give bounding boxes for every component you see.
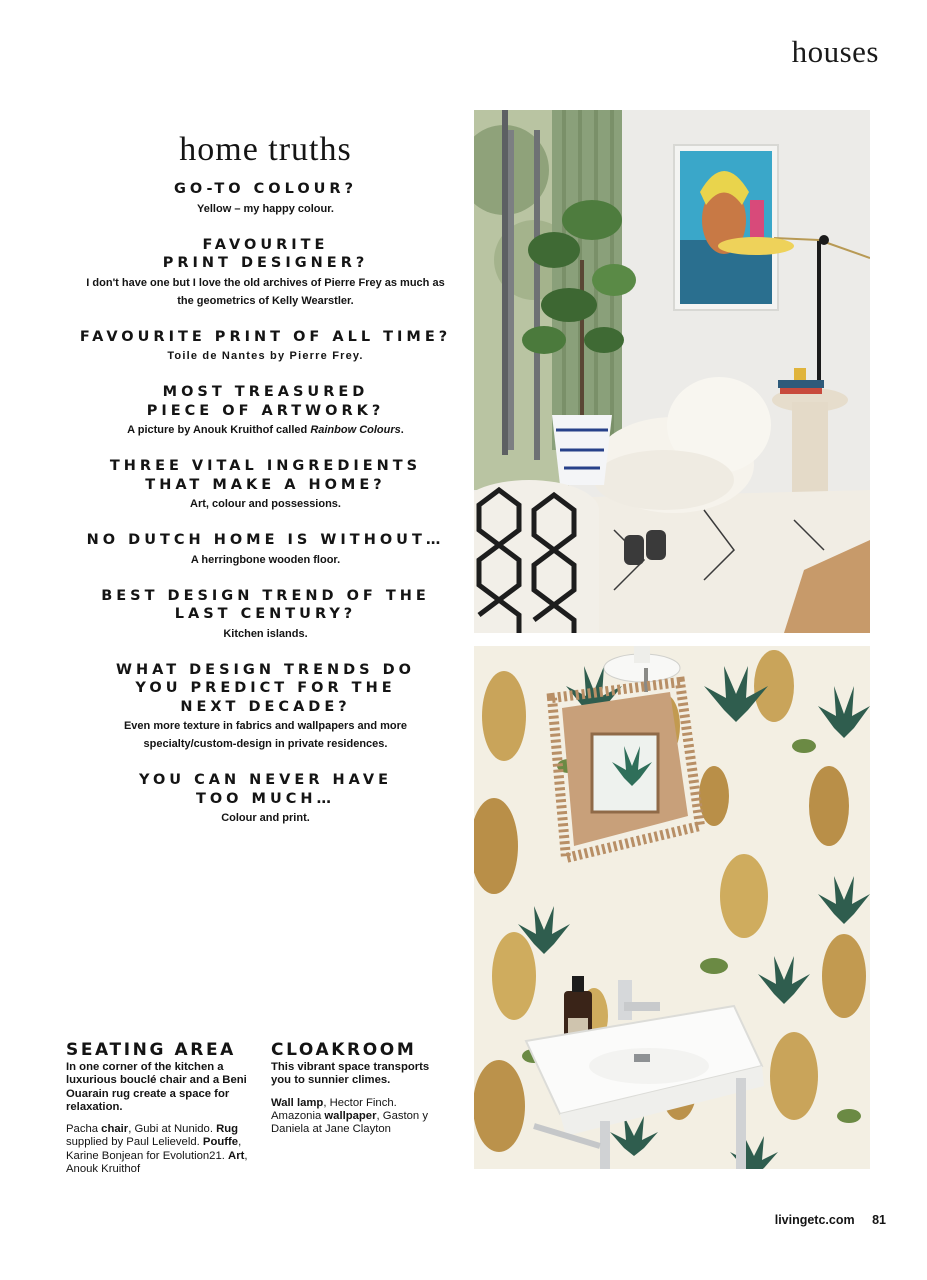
qa-answer: Art, colour and possessions. <box>190 498 341 510</box>
qa-question: MOST TREASURED PIECE OF ARTWORK? <box>146 384 385 419</box>
credit-item: Rug <box>216 1123 239 1136</box>
artwork-title: Rainbow Colours <box>310 424 401 436</box>
qa-item <box>78 457 453 513</box>
credit-text: Amazonia <box>271 1109 325 1122</box>
credit-item: chair <box>101 1123 129 1136</box>
credit-item: Pouffe <box>202 1136 239 1149</box>
qa-answer-text: A picture by Anouk Kruithof called <box>127 424 311 436</box>
qa-question: GO-TO COLOUR? <box>173 181 358 197</box>
qa-item <box>78 180 453 218</box>
section-tag: houses <box>791 34 879 69</box>
qa-item <box>78 661 453 754</box>
seating-area-photo <box>474 110 870 633</box>
qa-answer: Colour and print. <box>221 812 310 824</box>
qa-item <box>78 383 453 439</box>
qa-question: FAVOURITE PRINT OF ALL TIME? <box>79 328 452 345</box>
qa-question: THREE VITAL INGREDIENTS THAT MAKE A HOME? <box>109 458 422 493</box>
qa-answer: Even more texture in fabrics and wallpapers and more specialty/custom-design in private residences. <box>123 720 408 750</box>
qa-answer: A herringbone wooden floor. <box>190 553 341 566</box>
qa-answer: Kitchen islands. <box>223 627 308 640</box>
qa-answer: Yellow – my happy colour. <box>197 202 334 215</box>
credit-item: Art <box>228 1149 245 1162</box>
caption-lead: This vibrant space transports you to sunnier climes. <box>271 1061 430 1087</box>
qa-question: FAVOURITE PRINT DESIGNER? <box>162 236 369 271</box>
qa-question: NO DUTCH HOME IS WITHOUT… <box>86 532 445 548</box>
seating-area-illustration <box>474 110 870 633</box>
credit-item: wallpaper <box>324 1109 377 1122</box>
qa-answer <box>78 421 453 439</box>
page-number: 81 <box>872 1213 886 1227</box>
website: livingetc.com <box>774 1213 855 1227</box>
credit-text: , Karine Bonjean for Evolution21. <box>66 1136 242 1162</box>
qa-item <box>78 328 453 366</box>
cloakroom-caption <box>271 1040 447 1136</box>
caption-title: CLOAKROOM <box>271 1040 417 1060</box>
qa-item <box>78 531 453 569</box>
qa-answer-text: . <box>400 424 404 436</box>
qa-item <box>78 771 453 827</box>
credit-text: Pacha <box>66 1123 102 1136</box>
credit-text: , Anouk Kruithof <box>66 1149 248 1176</box>
home-truths-sidebar <box>78 130 453 845</box>
qa-question: YOU CAN NEVER HAVE TOO MUCH… <box>138 772 393 807</box>
cloakroom-illustration <box>474 646 870 1169</box>
credit-text: , Hector Finch. <box>323 1096 397 1109</box>
qa-answer: I don't have one but I love the old archives of Pierre Frey as much as the geometrics of Kelly Wearstler. <box>86 276 445 307</box>
credit-text: , Gubi at Nunido. <box>128 1123 213 1136</box>
qa-question: BEST DESIGN TREND OF THE LAST CENTURY? <box>101 587 430 622</box>
credit-text: supplied by Paul Lelieveld. <box>66 1136 200 1149</box>
credit-text: , Gaston y Daniela at Jane Clayton <box>271 1109 428 1136</box>
caption-credits <box>271 1097 447 1137</box>
page-footer <box>775 1213 886 1227</box>
seating-area-caption <box>66 1040 262 1176</box>
qa-item <box>78 236 453 310</box>
caption-title: SEATING AREA <box>66 1040 236 1060</box>
cloakroom-photo <box>474 646 870 1169</box>
sidebar-title: home truths <box>179 131 352 168</box>
credit-item: Wall lamp <box>271 1096 324 1109</box>
qa-item <box>78 587 453 643</box>
qa-question: WHAT DESIGN TRENDS DO YOU PREDICT FOR THE NEXT DECADE? <box>115 661 415 715</box>
qa-answer: Toile de Nantes by Pierre Frey. <box>167 350 364 362</box>
caption-credits <box>66 1123 262 1176</box>
caption-lead: In one corner of the kitchen a luxurious bouclé chair and a Beni Ouarain rug create a space for relaxation. <box>66 1061 247 1113</box>
